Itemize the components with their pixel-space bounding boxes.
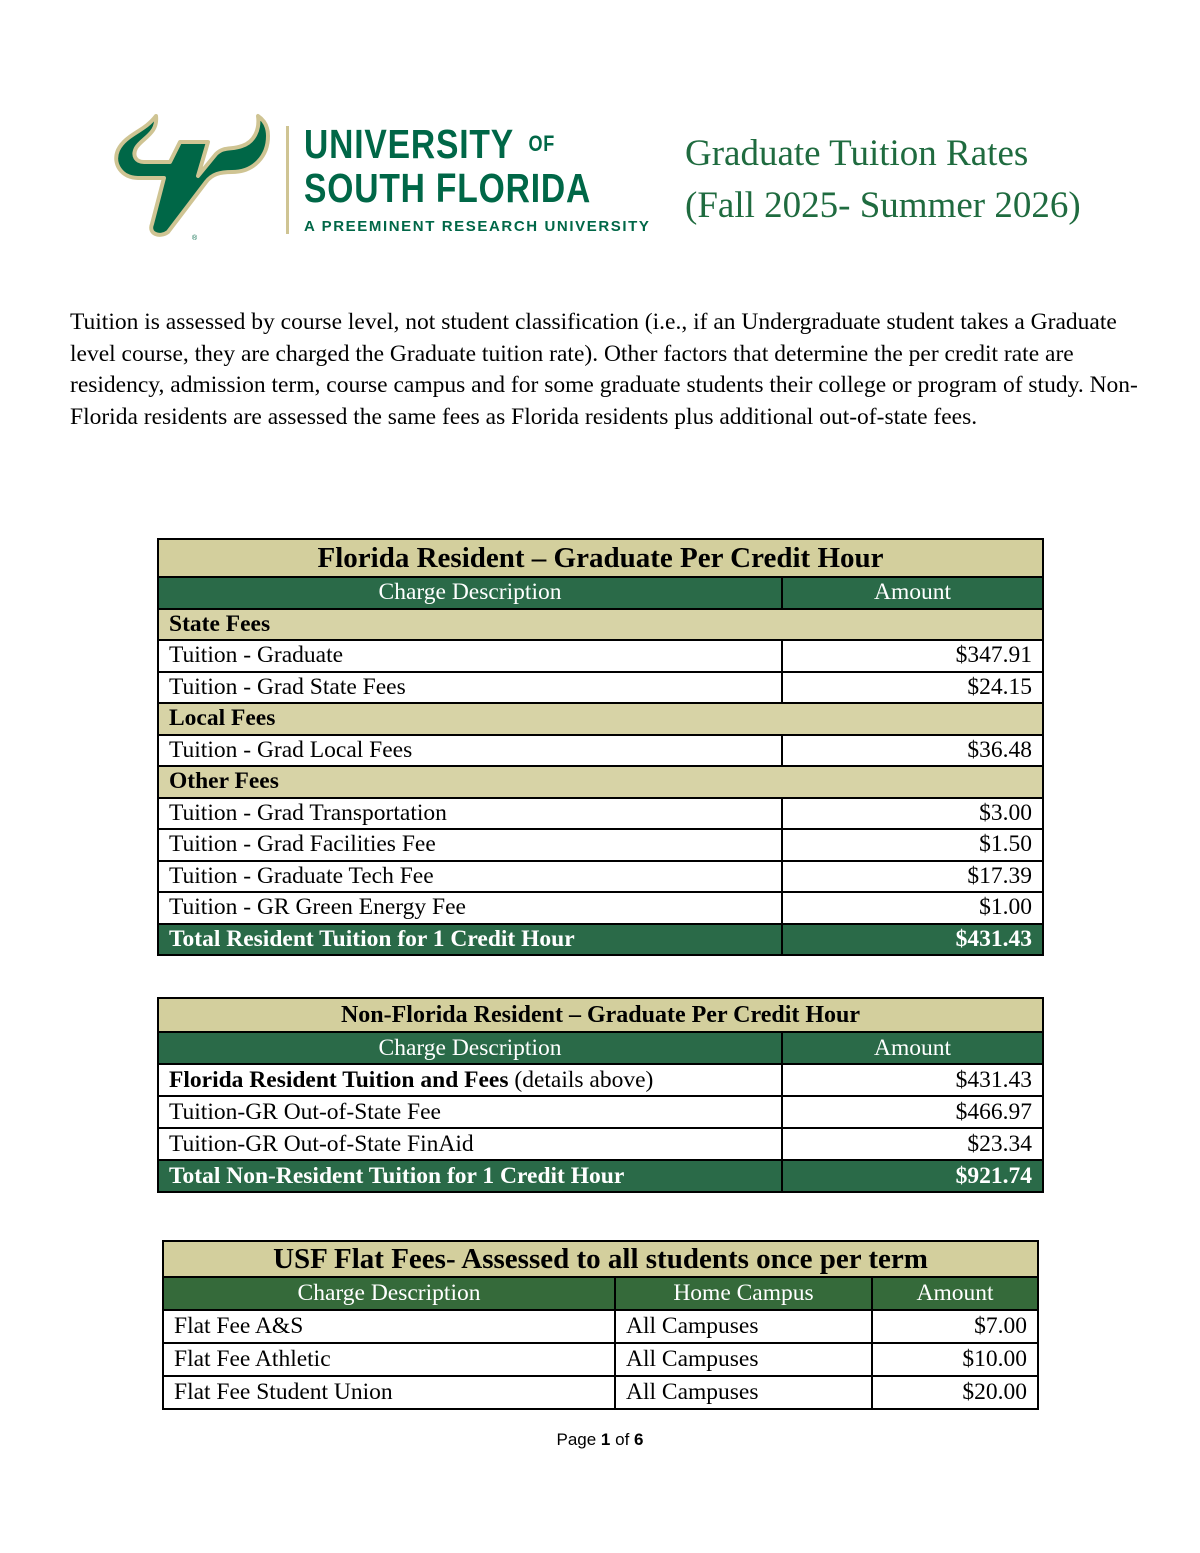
title-line2: (Fall 2025- Summer 2026) <box>685 185 1081 226</box>
table-row <box>163 1310 1038 1343</box>
row-description: Tuition - Grad Local Fees <box>158 735 782 767</box>
row-campus: All Campuses <box>615 1376 872 1409</box>
logo-of: OF <box>528 131 556 156</box>
row-description: Tuition - Graduate Tech Fee <box>158 861 782 893</box>
logo-line1: UNIVERSITY <box>304 121 514 167</box>
total-row <box>158 924 1043 956</box>
col-header-description: Charge Description <box>163 1277 615 1310</box>
table-row <box>163 1343 1038 1376</box>
row-description: Tuition - GR Green Energy Fee <box>158 892 782 924</box>
footer-total-pages: 6 <box>634 1430 644 1449</box>
footer-of: of <box>615 1430 630 1449</box>
total-amount: $921.74 <box>782 1160 1043 1192</box>
row-amount: $347.91 <box>782 640 1043 672</box>
row-campus: All Campuses <box>615 1310 872 1343</box>
table-row <box>163 1376 1038 1409</box>
total-row <box>158 1160 1043 1192</box>
col-header-campus: Home Campus <box>615 1277 872 1310</box>
row-description-note: (details above) <box>508 1066 654 1093</box>
section-header: State Fees <box>158 609 1043 641</box>
title-line1: Graduate Tuition Rates <box>685 133 1029 174</box>
table-row <box>158 798 1043 830</box>
row-description: Tuition - Grad State Fees <box>158 672 782 704</box>
svg-text:®: ® <box>192 235 198 242</box>
col-header-amount: Amount <box>782 577 1043 609</box>
table-row <box>158 861 1043 893</box>
row-amount: $23.34 <box>782 1128 1043 1160</box>
row-amount: $3.00 <box>782 798 1043 830</box>
table-title: USF Flat Fees- Assessed to all students once per term <box>163 1241 1038 1277</box>
row-description-bold: Florida Resident Tuition and Fees <box>169 1066 509 1093</box>
section-header: Other Fees <box>158 766 1043 798</box>
col-header-amount: Amount <box>872 1277 1038 1310</box>
logo-tagline: A PREEMINENT RESEARCH UNIVERSITY <box>304 218 651 235</box>
footer-page-label: Page <box>556 1430 597 1449</box>
table-row <box>158 1096 1043 1128</box>
intro-paragraph: Tuition is assessed by course level, not student classification (i.e., if an Undergraduate student takes a Graduate level course, they are charged the Graduate tuition rate). Other factors that determine the per credit rate are residency, admission term, course campus and for some graduate students their college or program of study. Non-Florida residents are assessed the same fees as Florida residents plus additional out-of-state fees. <box>70 309 1138 431</box>
row-amount: $431.43 <box>782 1064 1043 1096</box>
total-label: Total Resident Tuition for 1 Credit Hour <box>158 924 782 956</box>
col-header-description: Charge Description <box>158 1032 782 1064</box>
row-description <box>158 1064 782 1096</box>
row-description: Tuition - Grad Facilities Fee <box>158 829 782 861</box>
row-description: Flat Fee Athletic <box>163 1343 615 1376</box>
row-amount: $36.48 <box>782 735 1043 767</box>
row-description: Tuition - Graduate <box>158 640 782 672</box>
row-amount: $1.50 <box>782 829 1043 861</box>
row-campus: All Campuses <box>615 1343 872 1376</box>
table-row <box>158 829 1043 861</box>
row-amount: $10.00 <box>872 1343 1038 1376</box>
table-title: Florida Resident – Graduate Per Credit Hour <box>158 539 1043 577</box>
row-amount: $1.00 <box>782 892 1043 924</box>
row-description: Tuition-GR Out-of-State Fee <box>158 1096 782 1128</box>
col-header-description: Charge Description <box>158 577 782 609</box>
table-row <box>158 640 1043 672</box>
page-footer <box>0 1430 1200 1450</box>
row-description: Tuition - Grad Transportation <box>158 798 782 830</box>
table-row <box>158 892 1043 924</box>
row-amount: $7.00 <box>872 1310 1038 1343</box>
total-label: Total Non-Resident Tuition for 1 Credit Hour <box>158 1160 782 1192</box>
row-description: Flat Fee Student Union <box>163 1376 615 1409</box>
row-description: Tuition-GR Out-of-State FinAid <box>158 1128 782 1160</box>
footer-current-page: 1 <box>600 1430 611 1449</box>
usf-logo <box>108 112 651 242</box>
row-amount: $24.15 <box>782 672 1043 704</box>
col-header-amount: Amount <box>782 1032 1043 1064</box>
row-description: Flat Fee A&S <box>163 1310 615 1343</box>
table-title: Non-Florida Resident – Graduate Per Credit Hour <box>158 998 1043 1032</box>
section-header: Local Fees <box>158 703 1043 735</box>
row-amount: $17.39 <box>782 861 1043 893</box>
row-amount: $20.00 <box>872 1376 1038 1409</box>
table-row <box>158 1128 1043 1160</box>
page-title <box>685 128 1081 232</box>
resident-fee-table <box>157 538 1044 956</box>
nonresident-fee-table <box>157 997 1044 1193</box>
logo-line2: SOUTH FLORIDA <box>304 165 592 211</box>
table-row <box>158 672 1043 704</box>
table-row <box>158 735 1043 767</box>
total-amount: $431.43 <box>782 924 1043 956</box>
row-amount: $466.97 <box>782 1096 1043 1128</box>
flat-fee-table <box>162 1240 1039 1410</box>
table-row <box>158 1064 1043 1096</box>
